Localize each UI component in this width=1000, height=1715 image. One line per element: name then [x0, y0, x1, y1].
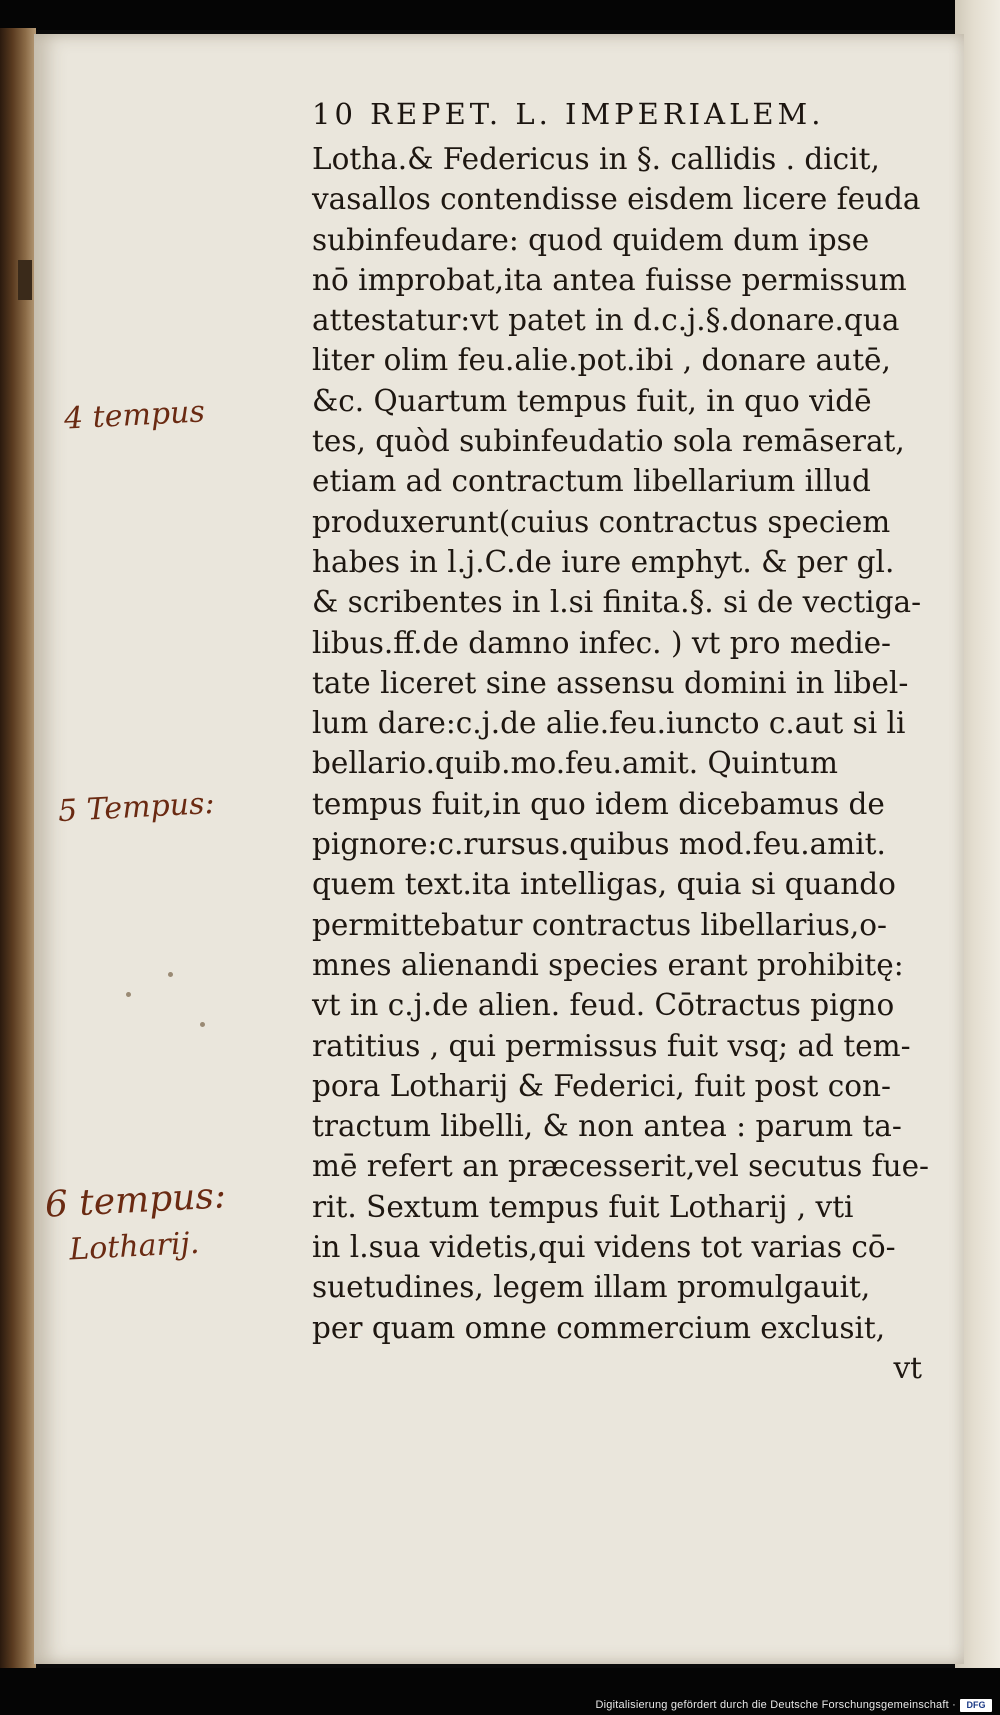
scan-footer-bar	[0, 1668, 1000, 1715]
scan-top-border	[0, 0, 1000, 30]
paper-speck	[168, 972, 173, 977]
paper-speck	[200, 1022, 205, 1027]
text-line: etiam ad contractum libellarium illud	[312, 464, 871, 499]
text-line: per quam omne commercium exclusit,	[312, 1310, 886, 1345]
text-line: vt in c.j.de alien. feud. Cōtractus pigno	[312, 988, 895, 1023]
text-line: tes, quòd subinfeudatio sola remāserat,	[312, 424, 905, 459]
text-line: mnes alienandi species erant prohibitę:	[312, 947, 904, 982]
text-line: lum dare:c.j.de alie.feu.iuncto c.aut si li	[312, 706, 906, 741]
text-line: bellario.quib.mo.feu.amit. Quintum	[312, 746, 838, 781]
text-line: ratitius , qui permissus fuit vsq; ad tem-	[312, 1028, 911, 1063]
marginal-note-6-line2: Lotharij.	[68, 1225, 201, 1268]
text-line: tractum libelli, & non antea : parum ta-	[312, 1109, 902, 1144]
text-line: nō improbat,ita antea fuisse permissum	[312, 262, 907, 297]
catchword: vt	[893, 1350, 922, 1385]
text-line: liter olim feu.alie.pot.ibi , donare autē,	[312, 343, 891, 378]
text-line: Lotha.& Federicus in §. callidis . dicit,	[312, 142, 880, 176]
funding-credit: Digitalisierung gefördert durch die Deutsche Forschungsgemeinschaft ·	[595, 1699, 956, 1711]
dfg-logo: DFG	[960, 1699, 992, 1712]
text-line: libus.ff.de damno infec. ) vt pro medie-	[312, 625, 892, 660]
page-tab-mark	[18, 260, 32, 300]
paper-speck	[126, 992, 131, 997]
text-line: vasallos contendisse eisdem licere feuda	[312, 182, 921, 217]
text-line: permittebatur contractus libellarius,o-	[312, 907, 887, 942]
text-line: & scribentes in l.si finita.§. si de vectiga-	[312, 585, 922, 620]
text-line: pignore:c.rursus.quibus mod.feu.amit.	[312, 827, 886, 862]
text-line: &c. Quartum tempus fuit, in quo vidē	[312, 383, 872, 418]
text-line: rit. Sextum tempus fuit Lotharij , vti	[312, 1189, 854, 1224]
body-text-block	[312, 139, 930, 1388]
text-line: tate liceret sine assensu domini in libel-	[312, 665, 909, 700]
text-line: habes in l.j.C.de iure emphyt. & per gl.	[312, 544, 895, 579]
text-line: mē refert an præcesserit,vel secutus fue-	[312, 1149, 930, 1184]
text-line: in l.sua videtis,qui videns tot varias cō-	[312, 1230, 896, 1265]
text-line: tempus fuit,in quo idem dicebamus de	[312, 786, 885, 821]
text-line: attestatur:vt patet in d.c.j.§.donare.qua	[312, 303, 900, 338]
text-line: quem text.ita intelligas, quia si quando	[312, 867, 896, 902]
text-line: pora Lotharij & Federici, fuit post con-	[312, 1068, 891, 1103]
marginal-note-4-tempus: 4 tempus	[63, 394, 206, 437]
text-line: subinfeudare: quod quidem dum ipse	[312, 222, 870, 257]
running-header: 10 REPET. L. IMPERIALEM.	[312, 97, 825, 131]
text-line: suetudines, legem illam promulgauit,	[312, 1270, 871, 1305]
marginal-note-6-tempus	[44, 1175, 229, 1268]
marginal-note-5-tempus: 5 Tempus:	[57, 785, 216, 830]
marginal-note-6-line1: 6 tempus:	[43, 1175, 227, 1226]
text-line: produxerunt(cuius contractus speciem	[312, 504, 891, 539]
